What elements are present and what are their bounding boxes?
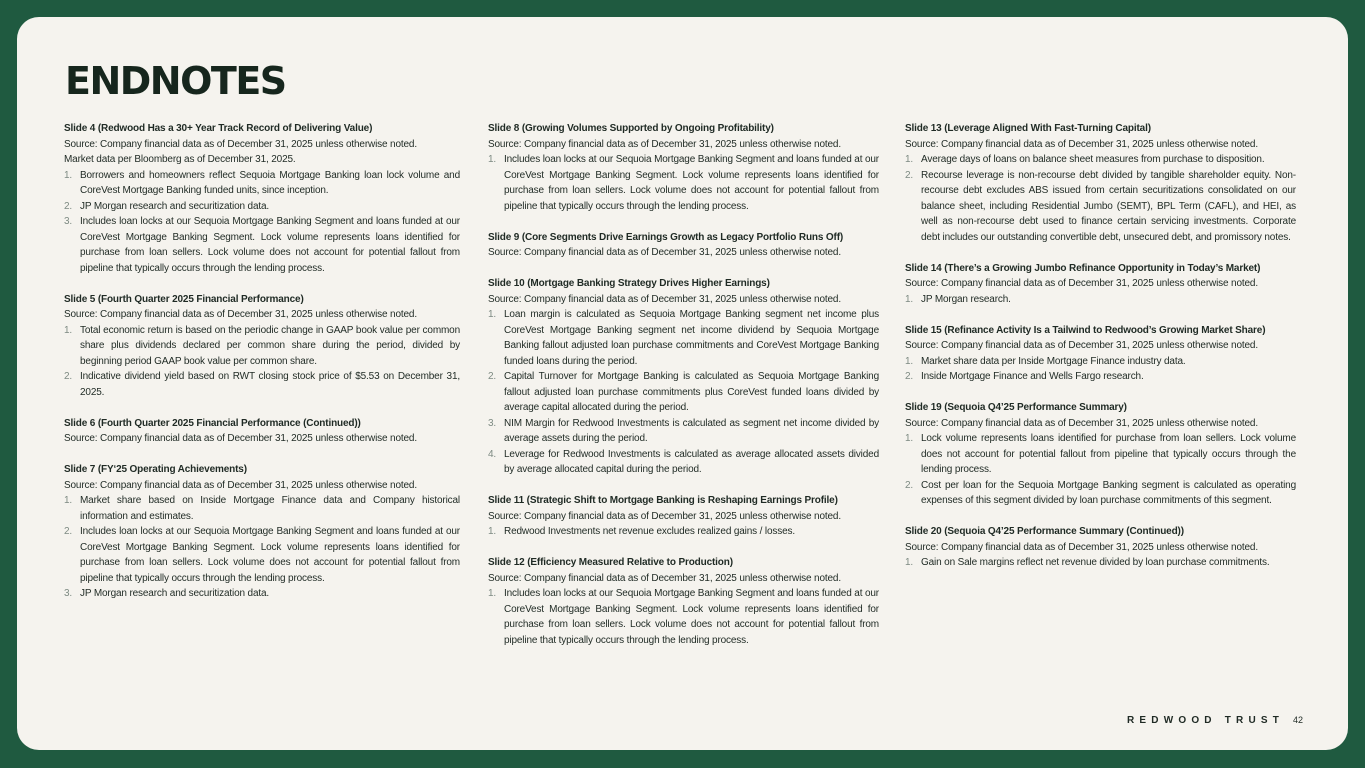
endnote-item xyxy=(905,152,1296,168)
endnote-list xyxy=(905,431,1296,509)
source-line: Source: Company financial data as of December 31, 2025 unless otherwise noted. xyxy=(905,138,1258,150)
endnote-item xyxy=(905,292,1296,308)
source-line: Source: Company financial data as of December 31, 2025 unless otherwise noted. xyxy=(488,293,841,305)
endnote-number: 2. xyxy=(64,526,73,537)
endnote-text: Borrowers and homeowners reflect Sequoia Mortgage Banking loan lock volume and CoreVest Mortgage Banking funded units, since inception. xyxy=(80,169,460,196)
source-line: Market data per Bloomberg as of December 31, 2025. xyxy=(64,154,296,165)
endnote-item xyxy=(905,431,1296,478)
endnote-item xyxy=(905,478,1296,509)
section-title: Slide 15 (Refinance Activity Is a Tailwind to Redwood’s Growing Market Share) xyxy=(905,324,1266,336)
endnote-section xyxy=(64,462,460,602)
brand-wordmark: REDWOOD TRUST xyxy=(1127,715,1285,726)
endnote-section xyxy=(64,292,460,401)
endnote-list xyxy=(64,168,460,277)
endnote-section xyxy=(905,400,1296,509)
endnote-item xyxy=(905,354,1296,370)
section-title: Slide 6 (Fourth Quarter 2025 Financial Performance (Continued)) xyxy=(64,417,361,429)
section-title: Slide 7 (FY‘25 Operating Achievements) xyxy=(64,464,247,475)
endnote-text: Gain on Sale margins reflect net revenue divided by loan purchase commitments. xyxy=(921,557,1270,568)
endnote-text: Includes loan locks at our Sequoia Mortgage Banking Segment and loans funded at our CoreVest Mortgage Banking Segment. Lock volume represents loans identified for purchase from loan sellers. Lock volume does not account for potential fallout from pipeline that typically occurs through the lending process. xyxy=(504,588,879,646)
endnote-text: JP Morgan research and securitization data. xyxy=(80,200,270,212)
endnote-text: Indicative dividend yield based on RWT closing stock price of $5.53 on December 31, 2025. xyxy=(80,371,460,398)
endnote-number: 2. xyxy=(64,371,73,382)
endnote-item xyxy=(488,524,879,540)
endnote-number: 1. xyxy=(905,433,914,444)
endnote-list xyxy=(488,524,879,540)
endnote-list xyxy=(488,152,879,214)
endnote-item xyxy=(64,586,460,602)
endnote-number: 1. xyxy=(488,309,497,320)
endnote-list xyxy=(905,152,1296,245)
endnote-number: 1. xyxy=(64,169,73,181)
endnote-number: 2. xyxy=(488,371,497,382)
source-line: Source: Company financial data as of December 31, 2025 unless otherwise noted. xyxy=(64,479,417,491)
endnote-section xyxy=(905,261,1296,308)
endnote-text: JP Morgan research. xyxy=(921,293,1011,305)
endnote-item xyxy=(905,369,1296,385)
endnote-item xyxy=(488,447,879,478)
endnote-text: Total economic return is based on the periodic change in GAAP book value per common share plus dividends declared per common share during the period, divided by beginning period GAAP book value per common share. xyxy=(80,324,460,367)
source-line: Source: Company financial data as of December 31, 2025 unless otherwise noted. xyxy=(488,510,841,522)
endnote-section xyxy=(488,555,879,648)
endnote-text: Recourse leverage is non-recourse debt divided by tangible shareholder equity. Non-recourse debt excludes ABS issued from certain securitizations consolidated on our balance sheet, including Residential Jumbo (SEMT), BPL Term (CAFL), and HEI, as well as non-recourse debt used to finance certain servicing investments. Corporate debt includes our outstanding convertible debt, unsecured debt, and promissory notes. xyxy=(921,169,1296,243)
endnote-number: 3. xyxy=(488,417,497,429)
section-title: Slide 4 (Redwood Has a 30+ Year Track Record of Delivering Value) xyxy=(64,123,373,134)
endnote-item xyxy=(64,323,460,370)
endnote-section xyxy=(488,493,879,540)
source-line: Source: Company financial data as of December 31, 2025 unless otherwise noted. xyxy=(64,309,417,320)
endnote-list xyxy=(64,493,460,602)
endnote-list xyxy=(905,555,1296,571)
source-line: Source: Company financial data as of December 31, 2025 unless otherwise noted. xyxy=(64,138,417,150)
section-title: Slide 19 (Sequoia Q4’25 Performance Summary) xyxy=(905,402,1127,413)
endnote-section xyxy=(905,121,1296,245)
section-title: Slide 13 (Leverage Aligned With Fast-Turning Capital) xyxy=(905,123,1151,134)
endnote-item xyxy=(64,524,460,586)
endnotes-column-2 xyxy=(488,121,879,664)
endnote-number: 2. xyxy=(905,169,914,181)
endnote-text: Includes loan locks at our Sequoia Mortgage Banking Segment and loans funded at our CoreVest Mortgage Banking Segment. Lock volume represents loans identified for purchase from loan sellers. Lock volume does not account for potential fallout from pipeline that typically occurs through the lending process. xyxy=(504,154,879,212)
endnote-list xyxy=(488,586,879,648)
endnote-number: 4. xyxy=(488,448,497,460)
endnote-number: 1. xyxy=(64,495,73,506)
endnote-text: Lock volume represents loans identified for purchase from loan sellers. Lock volume does not account for potential fallout from pipeline that typically occurs through the lending process. xyxy=(921,433,1296,475)
source-line: Source: Company financial data as of December 31, 2025 unless otherwise noted. xyxy=(488,138,841,150)
endnote-number: 1. xyxy=(488,526,497,537)
source-line: Source: Company financial data as of December 31, 2025 unless otherwise noted. xyxy=(488,247,841,258)
endnote-number: 2. xyxy=(905,479,914,491)
section-title: Slide 20 (Sequoia Q4’25 Performance Summary (Continued)) xyxy=(905,526,1184,537)
endnote-text: Capital Turnover for Mortgage Banking is calculated as Sequoia Mortgage Banking fallout adjusted loan purchase commitments plus CoreVest funded loans divided by average capital allocated during the period. xyxy=(504,371,879,413)
endnote-item xyxy=(905,555,1296,571)
endnote-text: Inside Mortgage Finance and Wells Fargo research. xyxy=(921,371,1144,382)
endnote-section xyxy=(64,121,460,276)
endnote-text: Leverage for Redwood Investments is calculated as average allocated assets divided by average allocated capital during the period. xyxy=(504,448,879,475)
endnote-number: 1. xyxy=(905,293,914,305)
section-title: Slide 12 (Efficiency Measured Relative to Production) xyxy=(488,557,733,568)
endnote-section xyxy=(905,524,1296,571)
endnote-number: 3. xyxy=(64,588,73,599)
endnote-text: NIM Margin for Redwood Investments is calculated as segment net income divided by average assets during the period. xyxy=(504,417,879,444)
source-line: Source: Company financial data as of December 31, 2025 unless otherwise noted. xyxy=(64,433,417,444)
endnotes-column-1 xyxy=(64,121,460,617)
section-title: Slide 14 (There’s a Growing Jumbo Refinance Opportunity in Today’s Market) xyxy=(905,262,1261,274)
endnote-number: 1. xyxy=(64,324,73,336)
endnote-text: Loan margin is calculated as Sequoia Mortgage Banking segment net income plus CoreVest Mortgage Banking segment net income dividend by Sequoia Mortgage Banking fallout adjusted loan purchase commitments and CoreVest Mortgage Banking funded loans during the period. xyxy=(504,309,879,367)
endnote-text: JP Morgan research and securitization data. xyxy=(80,588,270,599)
page-number: 42 xyxy=(1293,715,1304,725)
endnotes-column-3 xyxy=(905,121,1296,586)
endnote-list xyxy=(905,292,1296,308)
endnote-number: 1. xyxy=(905,355,914,367)
section-title: Slide 9 (Core Segments Drive Earnings Growth as Legacy Portfolio Runs Off) xyxy=(488,231,844,243)
source-line: Source: Company financial data as of December 31, 2025 unless otherwise noted. xyxy=(488,572,841,584)
endnote-item xyxy=(488,586,879,648)
endnote-number: 1. xyxy=(488,588,497,599)
endnote-item xyxy=(488,152,879,214)
slide xyxy=(17,17,1348,750)
endnote-list xyxy=(64,323,460,401)
endnote-list xyxy=(488,307,879,478)
endnote-number: 1. xyxy=(905,557,914,568)
endnote-number: 1. xyxy=(905,154,914,165)
section-title: Slide 5 (Fourth Quarter 2025 Financial Performance) xyxy=(64,293,304,305)
section-title: Slide 10 (Mortgage Banking Strategy Drives Higher Earnings) xyxy=(488,278,770,289)
source-line: Source: Company financial data as of December 31, 2025 unless otherwise noted. xyxy=(905,541,1258,553)
endnote-item xyxy=(488,416,879,447)
endnote-text: Average days of loans on balance sheet measures from purchase to disposition. xyxy=(921,154,1265,165)
endnote-list xyxy=(905,354,1296,385)
endnote-text: Includes loan locks at our Sequoia Mortgage Banking Segment and loans funded at our CoreVest Mortgage Banking Segment. Lock volume represents loans identified for purchase from loan sellers. Lock volume does not account for potential fallout from pipeline that typically occurs through the lending process. xyxy=(80,526,460,584)
endnote-item xyxy=(64,214,460,276)
endnote-text: Cost per loan for the Sequoia Mortgage Banking segment is calculated as operating expenses of this segment divided by loan purchase commitments of this segment. xyxy=(921,479,1296,506)
endnote-number: 2. xyxy=(905,371,914,382)
endnote-section xyxy=(64,416,460,447)
endnote-number: 1. xyxy=(488,154,497,165)
endnote-item xyxy=(64,369,460,400)
endnote-item xyxy=(905,168,1296,246)
endnote-item xyxy=(488,307,879,369)
endnote-item xyxy=(64,168,460,199)
section-title: Slide 11 (Strategic Shift to Mortgage Banking is Reshaping Earnings Profile) xyxy=(488,495,838,506)
endnote-section xyxy=(488,121,879,214)
endnote-text: Includes loan locks at our Sequoia Mortgage Banking Segment and loans funded at our CoreVest Mortgage Banking Segment. Lock volume represents loans identified for purchase from loan sellers. Lock volume does not account for potential fallout from pipeline that typically occurs through the lending process. xyxy=(80,216,460,274)
source-line: Source: Company financial data as of December 31, 2025 unless otherwise noted. xyxy=(905,340,1258,351)
endnote-number: 2. xyxy=(64,200,73,212)
source-line: Source: Company financial data as of December 31, 2025 unless otherwise noted. xyxy=(905,278,1258,289)
source-line: Source: Company financial data as of December 31, 2025 unless otherwise noted. xyxy=(905,417,1258,429)
endnote-item xyxy=(64,493,460,524)
page-title: ENDNOTES xyxy=(65,59,286,103)
endnote-text: Market share data per Inside Mortgage Finance industry data. xyxy=(921,355,1186,367)
endnote-text: Market share based on Inside Mortgage Finance data and Company historical information and estimates. xyxy=(80,495,460,522)
endnote-section xyxy=(488,230,879,261)
endnote-text: Redwood Investments net revenue excludes realized gains / losses. xyxy=(504,526,795,537)
endnote-item xyxy=(488,369,879,416)
endnote-section xyxy=(905,323,1296,385)
endnote-item xyxy=(64,199,460,215)
endnote-section xyxy=(488,276,879,478)
endnote-number: 3. xyxy=(64,216,73,227)
section-title: Slide 8 (Growing Volumes Supported by Ongoing Profitability) xyxy=(488,123,774,134)
